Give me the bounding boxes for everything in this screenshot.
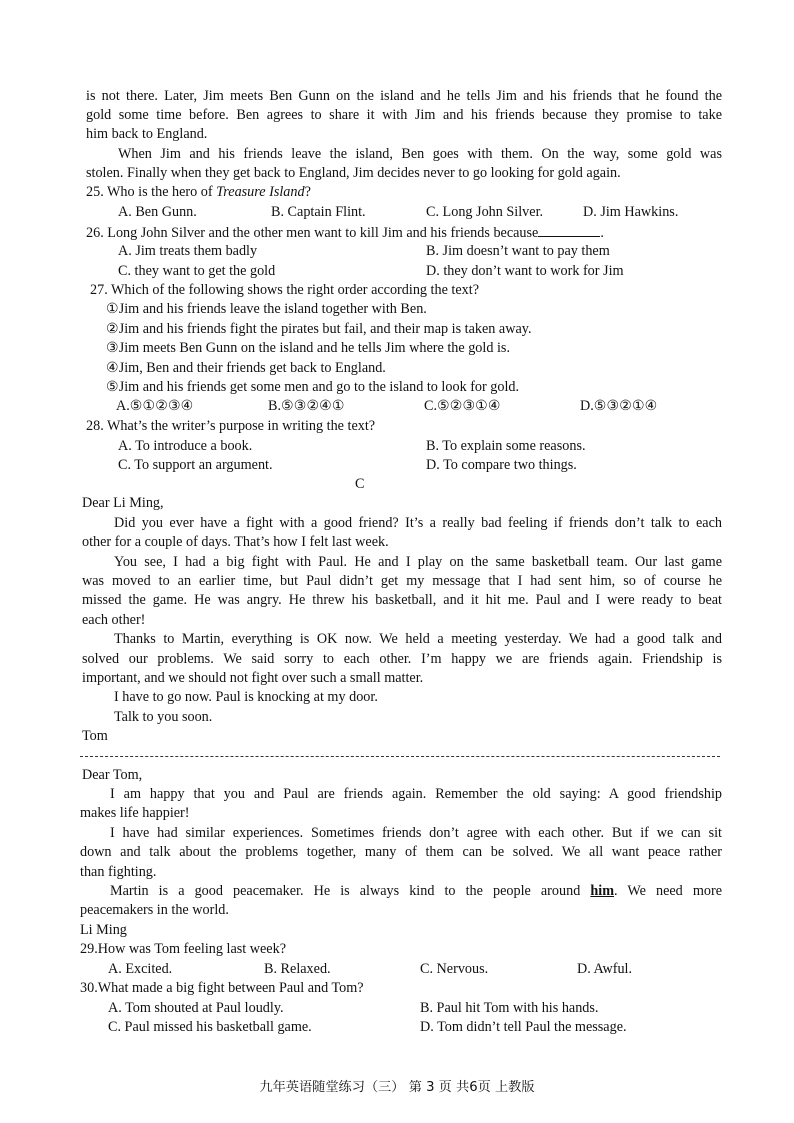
q26-stem	[86, 222, 604, 243]
q26-stem-text: 26. Long John Silver and the other men want to kill Jim and his friends because	[86, 225, 539, 241]
letter1-line-6: each other!	[82, 612, 146, 628]
q30-option-c: C. Paul missed his basketball game.	[108, 1019, 312, 1035]
letter2-signature: Li Ming	[80, 922, 127, 938]
q28-option-d: D. To compare two things.	[426, 457, 577, 473]
q28-option-c: C. To support an argument.	[118, 457, 273, 473]
letter1-line-7: Thanks to Martin, everything is OK now. We held a meeting yesterday. We had a good talk and	[114, 631, 722, 647]
passage-b-line-3: him back to England.	[86, 126, 208, 142]
letter2-line-1: I am happy that you and Paul are friends again. Remember the old saying: A good friendship	[110, 786, 722, 802]
q28-option-a: A. To introduce a book.	[118, 438, 253, 454]
letter2-line-4: down and talk about the problems together, many of them can be solved. We all want peace rather	[80, 844, 722, 860]
q25-option-b: B. Captain Flint.	[271, 204, 366, 220]
q29-option-b: B. Relaxed.	[264, 961, 331, 977]
q27-stem: 27. Which of the following shows the right order according the text?	[90, 282, 480, 298]
letter2-martin-end: . We need more	[614, 883, 722, 899]
page-footer: 九年英语随堂练习（三） 第 3 页 共6页 上教版	[259, 1080, 535, 1095]
q25-stem-end: ?	[304, 184, 311, 200]
q26-stem-end: .	[600, 225, 604, 241]
letter2-line-3: I have had similar experiences. Sometimes friends don’t agree with each other. But if we can sit	[110, 825, 722, 841]
q30-option-a: A. Tom shouted at Paul loudly.	[108, 1000, 284, 1016]
q26-option-b: B. Jim doesn’t want to pay them	[426, 243, 610, 259]
q26-option-a: A. Jim treats them badly	[118, 243, 258, 259]
q25-stem	[86, 183, 311, 202]
letter1-line-4: was moved to an earlier time, but Paul didn’t get my message that I had sent him, so of course he	[82, 573, 722, 589]
q29-stem: 29.How was Tom feeling last week?	[80, 941, 286, 957]
q27-option-c: C.⑤②③①④	[424, 398, 501, 414]
letter2-line-2: makes life happier!	[80, 805, 190, 821]
letter-divider	[80, 756, 720, 757]
passage-b-line-1: is not there. Later, Jim meets Ben Gunn on the island and he tells Jim and his friends that he found the	[86, 88, 722, 104]
letter1-line-1: Did you ever have a fight with a good friend? It’s a really bad feeling if friends don’t talk to each	[114, 515, 722, 531]
q25-book-title: Treasure Island	[216, 184, 305, 200]
letter1-greeting: Dear Li Ming,	[82, 495, 164, 511]
section-c-heading: C	[355, 476, 365, 492]
q27-item-4: ④Jim, Ben and their friends get back to England.	[106, 360, 386, 376]
q28-option-b: B. To explain some reasons.	[426, 438, 586, 454]
letter1-line-3: You see, I had a big fight with Paul. He and I play on the same basketball team. Our last game	[114, 554, 722, 570]
q27-item-5: ⑤Jim and his friends get some men and go to the island to look for gold.	[106, 379, 520, 395]
q25-option-a: A. Ben Gunn.	[118, 204, 197, 220]
q25-option-c: C. Long John Silver.	[426, 204, 544, 220]
letter1-signature: Tom	[82, 728, 108, 744]
letter2-greeting: Dear Tom,	[82, 767, 143, 783]
q25-stem-text: 25. Who is the hero of	[86, 184, 217, 200]
passage-b-line-2: gold some time before. Ben agrees to share it with Jim and his friends because they promise to take	[86, 107, 722, 123]
q27-item-1: ①Jim and his friends leave the island together with Ben.	[106, 301, 427, 317]
q28-stem: 28. What’s the writer’s purpose in writing the text?	[86, 418, 376, 434]
letter1-line-5: missed the game. He was angry. He threw his basketball, and it hit me. Paul and I were ready to beat	[82, 592, 722, 608]
q25-option-d: D. Jim Hawkins.	[583, 204, 679, 220]
q27-option-b: B.⑤③②④①	[268, 398, 345, 414]
letter2-line-5: than fighting.	[80, 864, 157, 880]
passage-b-line-5: stolen. Finally when they get back to England, Jim decides never to go looking for gold again.	[86, 165, 621, 181]
q29-option-a: A. Excited.	[108, 961, 173, 977]
q29-option-d: D. Awful.	[577, 961, 633, 977]
q27-item-3: ③Jim meets Ben Gunn on the island and he tells Jim where the gold is.	[106, 340, 510, 356]
q27-option-a: A.⑤①②③④	[116, 398, 194, 414]
letter2-martin-line	[110, 882, 722, 901]
q27-item-2: ②Jim and his friends fight the pirates but fail, and their map is taken away.	[106, 321, 532, 337]
q30-option-d: D. Tom didn’t tell Paul the message.	[420, 1019, 627, 1035]
letter2-martin-text: Martin is a good peacemaker. He is always kind to the people around	[110, 883, 591, 899]
q26-option-c: C. they want to get the gold	[118, 263, 276, 279]
q26-answer-blank	[538, 222, 600, 237]
q26-option-d: D. they don’t want to work for Jim	[426, 263, 624, 279]
letter2-last-line: peacemakers in the world.	[80, 902, 229, 918]
q30-option-b: B. Paul hit Tom with his hands.	[420, 1000, 599, 1016]
letter1-line-9: important, and we should not fight over such a small matter.	[82, 670, 424, 686]
q29-option-c: C. Nervous.	[420, 961, 489, 977]
passage-b-line-4: When Jim and his friends leave the island, Ben goes with them. On the way, some gold was	[118, 146, 722, 162]
letter1-line-10: I have to go now. Paul is knocking at my door.	[114, 689, 378, 705]
q30-stem: 30.What made a big fight between Paul and Tom?	[80, 980, 364, 996]
letter1-line-8: solved our problems. We said sorry to each other. I’m happy we are friends again. Friendship is	[82, 651, 722, 667]
q27-option-d: D.⑤③②①④	[580, 398, 658, 414]
letter1-line-2: other for a couple of days. That’s how I felt last week.	[82, 534, 389, 550]
letter1-line-11: Talk to you soon.	[114, 709, 213, 725]
underlined-word-him: him	[590, 883, 615, 899]
